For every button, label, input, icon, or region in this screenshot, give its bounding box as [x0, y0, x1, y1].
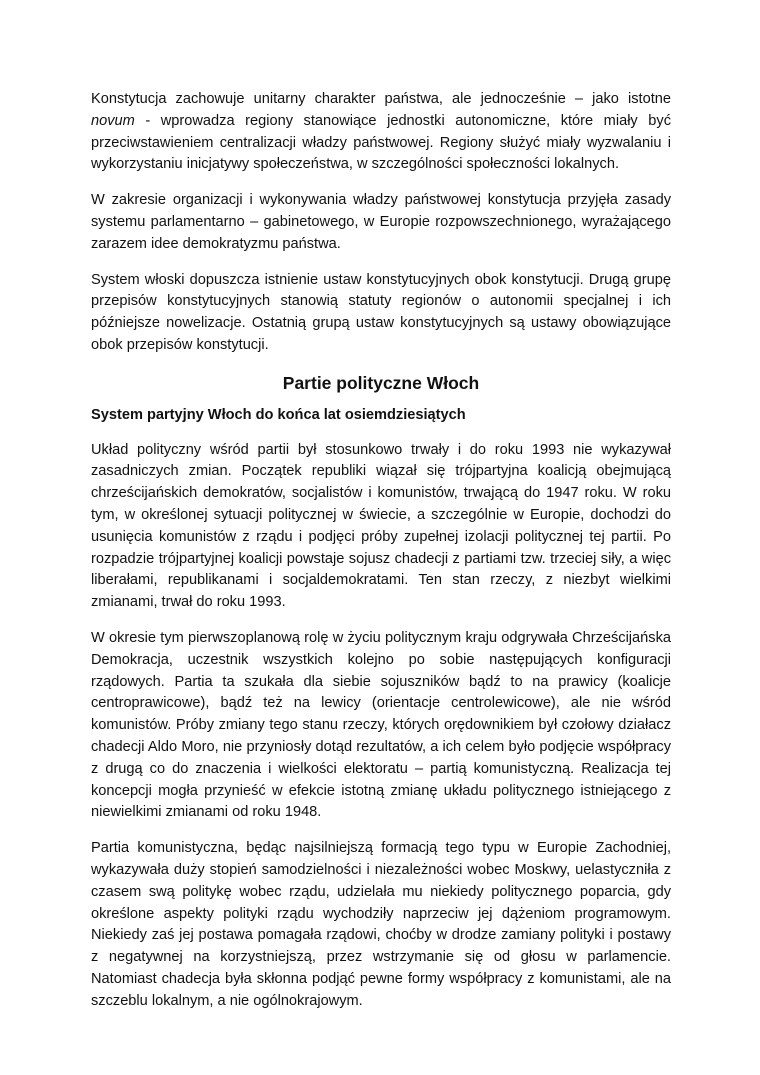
paragraph-christian-democracy: W okresie tym pierwszoplanową rolę w życiu politycznym kraju odgrywała Chrześcijańska Demokracja, uczestnik wszystkich kolejno po sobie następujących konfiguracji rządowych. Partia ta szukała dla siebie sojuszników bądź to na prawicy (koalicje centroprawicowe), bądź też na lewicy (orientacje centrolewicowe), ale nie wśród komunistów. Próby zmiany tego stanu rzeczy, których orędownikiem był czołowy działacz chadecji Aldo Moro, nie przyniosły dotąd rezultatów, a ich celem było podjęcie współpracy z drugą co do znaczenia i wielkości elektoratu – partią komunistyczną. Realizacja tej koncepcji mogła przynieść w efekcie istotną zmianę układu politycznego istniejącego z niewielkimi zmianami od roku 1948. [91, 629, 671, 821]
paragraph-text: - wprowadza regiony stanowiące jednostki autonomiczne, które miały być przeciwstawieniem centralizacji władzy państwowej. Regiony służyć miały wyzwalaniu i wykorzystaniu inicjatywy społeczeństwa, w szczególności społeczności lokalnych. [91, 112, 671, 173]
section-title: Partie polityczne Włoch [282, 372, 480, 393]
emphasis-novum: novum [91, 112, 135, 129]
paragraph-parliamentary-system: W zakresie organizacji i wykonywania władzy państwowej konstytucja przyjęła zasady systemu parlamentarno – gabinetowego, w Europie rozpowszechnionego, wyrażającego zarazem idee demokratyzmu państwa. [91, 192, 671, 252]
paragraph-communist-party: Partia komunistyczna, będąc najsilniejszą formacją tego typu w Europie Zachodniej, wykazywała duży stopień samodzielności i niezależności wobec Moskwy, uelastyczniła z czasem swą politykę wobec rządu, udzielała mu niekiedy politycznego poparcia, gdy określone aspekty polityki rządu wychodziły naprzeciw jej dążeniom programowym. Niekiedy zaś jej postawa pomagała rządowi, choćby w drodze zamiany polityki i postawy z negatywnej na korzystniejszą, przez wstrzymanie się od głosu w parlamencie. Natomiast chadecja była skłonna podjąć pewne formy współpracy z komunistami, ale na szczeblu lokalnym, a nie ogólnokrajowym. [91, 840, 671, 1009]
paragraph-text: Konstytucja zachowuje unitarny charakter państwa, ale jednocześnie – jako istotne [91, 91, 671, 107]
paragraph-political-layout: Układ polityczny wśród partii był stosunkowo trwały i do roku 1993 nie wykazywał zasadniczych zmian. Początek republiki wiązał się trójpartyjna koalicją obejmującą chrześcijańskich demokratów, socjalistów i komunistów, trwającą do 1947 roku. W roku tym, w określonej sytuacji politycznej w świecie, a szczególnie w Europie, dochodzi do usunięcia komunistów z rządu i podjęci próby zupełnej izolacji politycznej tej partii. Po rozpadzie trójpartyjnej koalicji powstaje sojusz chadecji z partiami tzw. trzeciej siły, a więc liberałami, republikanami i socjaldemokratami. Ten stan rzeczy, z niezbyt wielkimi zmianami, trwał do roku 1993. [91, 441, 671, 611]
paragraph-constitutional-laws: System włoski dopuszcza istnienie ustaw konstytucyjnych obok konstytucji. Drugą grupę przepisów konstytucyjnych stanowią statuty regionów o autonomii specjalnej i ich późniejsze nowelizacje. Ostatnią grupą ustaw konstytucyjnych są ustawy obowiązujące obok przepisów konstytucji. [91, 271, 671, 353]
subsection-title: System partyjny Włoch do końca lat osiemdziesiątych [91, 406, 466, 423]
document-content [91, 89, 671, 1026]
paragraph-constitution-unitary [91, 89, 671, 176]
